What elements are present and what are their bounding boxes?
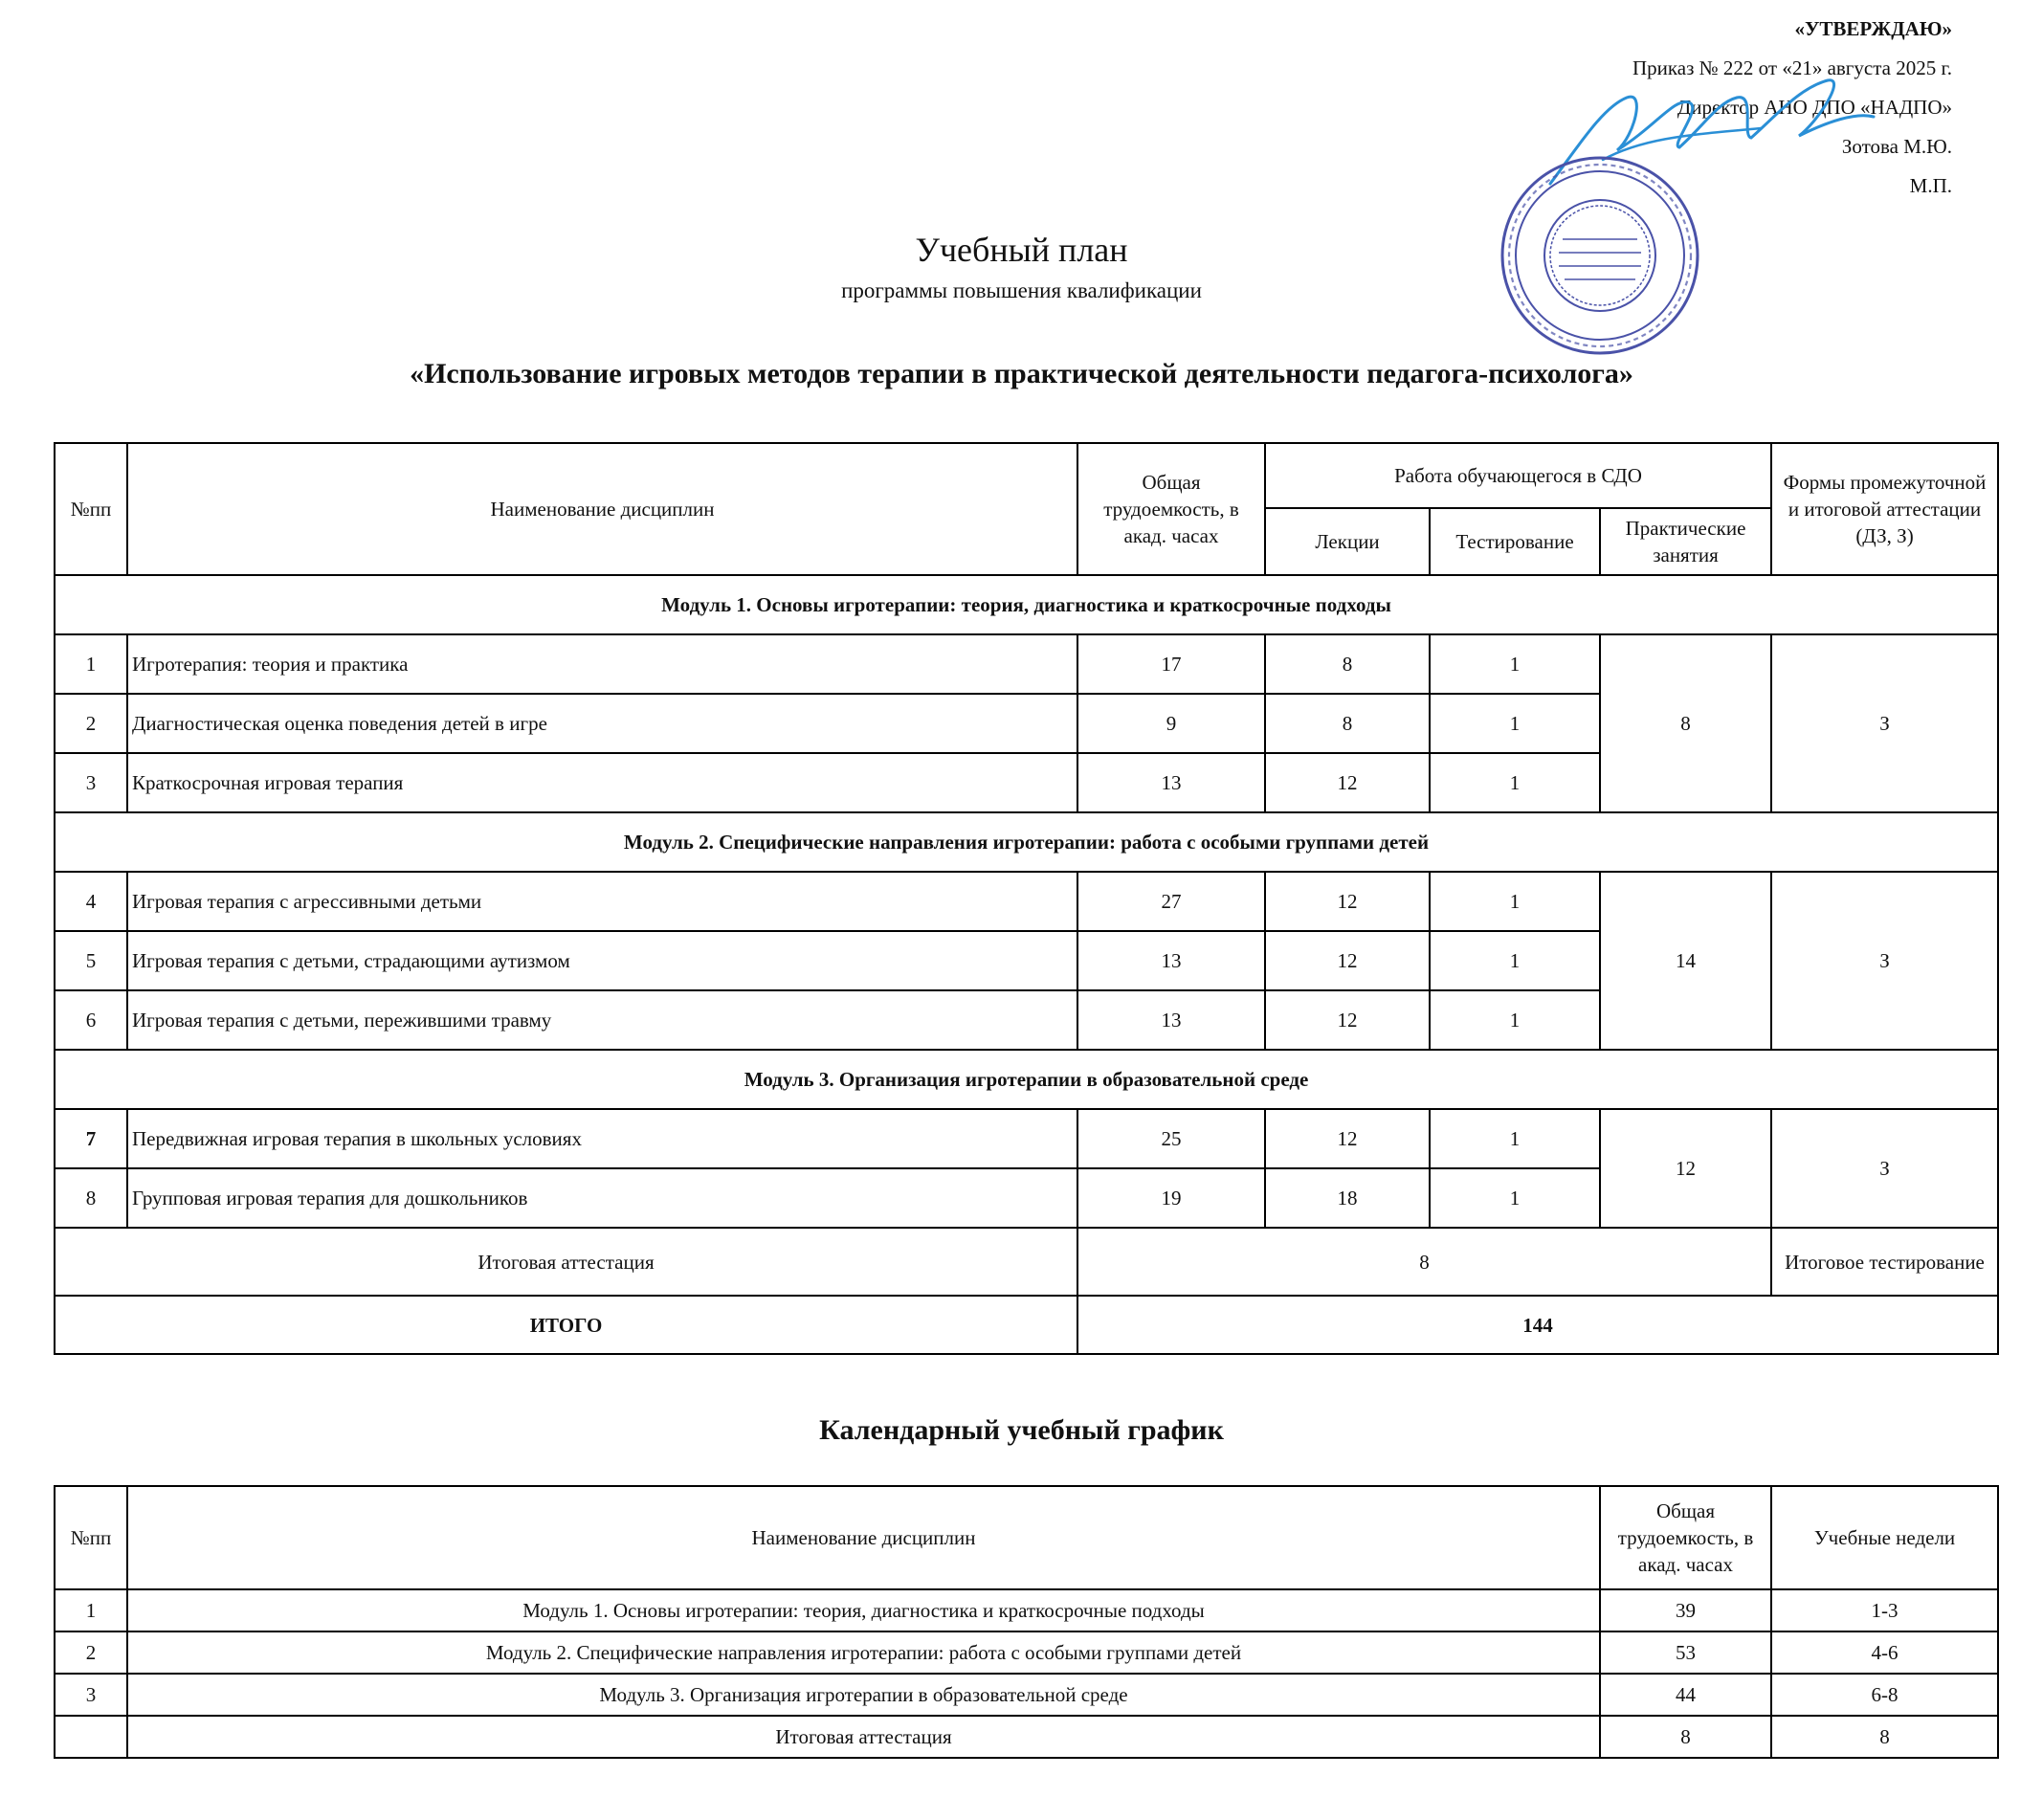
approval-name: Зотова М.Ю. <box>1841 135 1952 158</box>
schedule-header-name: Наименование дисциплин <box>127 1486 1600 1589</box>
row-testing: 1 <box>1430 1168 1600 1228</box>
row-lectures: 12 <box>1265 872 1430 931</box>
schedule-total: 39 <box>1600 1589 1771 1631</box>
table-row <box>55 1109 1998 1168</box>
table-row <box>55 1674 1998 1716</box>
row-total: 13 <box>1077 990 1265 1050</box>
row-name: Игровая терапия с агрессивными детьми <box>127 872 1077 931</box>
schedule-name: Модуль 1. Основы игротерапии: теория, диагностика и краткосрочные подходы <box>127 1589 1600 1631</box>
header-practice: Практические занятия <box>1600 508 1771 575</box>
row-lectures: 12 <box>1265 990 1430 1050</box>
approval-order: Приказ № 222 от «21» августа 2025 г. <box>1632 56 1952 79</box>
schedule-header-total: Общая трудоемкость, в акад. часах <box>1600 1486 1771 1589</box>
total-hours: 144 <box>1077 1296 1998 1354</box>
approval-heading: «УТВЕРЖДАЮ» <box>1794 17 1952 40</box>
row-total: 27 <box>1077 872 1265 931</box>
schedule-total: 53 <box>1600 1631 1771 1674</box>
approval-block <box>1455 10 1952 206</box>
curriculum-table <box>54 442 1999 1355</box>
schedule-name: Модуль 2. Специфические направления игротерапии: работа с особыми группами детей <box>127 1631 1600 1674</box>
schedule-name: Модуль 3. Организация игротерапии в образовательной среде <box>127 1674 1600 1716</box>
row-lectures: 8 <box>1265 634 1430 694</box>
document-subtitle: программы повышения квалификации <box>841 278 1202 302</box>
approval-seal-mark: М.П. <box>1909 174 1952 197</box>
schedule-num: 3 <box>55 1674 127 1716</box>
row-testing: 1 <box>1430 990 1600 1050</box>
row-lectures: 12 <box>1265 1109 1430 1168</box>
row-name: Групповая игровая терапия для дошкольников <box>127 1168 1077 1228</box>
table-row <box>55 1631 1998 1674</box>
schedule-header-num: №пп <box>55 1486 127 1589</box>
module-title: Модуль 1. Основы игротерапии: теория, диагностика и краткосрочные подходы <box>55 575 1998 634</box>
row-num: 7 <box>55 1109 127 1168</box>
approval-director: Директор АНО ДПО «НАДПО» <box>1677 96 1952 119</box>
row-name: Диагностическая оценка поведения детей в игре <box>127 694 1077 753</box>
header-total: Общая трудоемкость, в акад. часах <box>1077 443 1265 575</box>
row-total: 25 <box>1077 1109 1265 1168</box>
module-practice: 12 <box>1600 1109 1771 1228</box>
header-testing: Тестирование <box>1430 508 1600 575</box>
table-row <box>55 634 1998 694</box>
module-title: Модуль 2. Специфические направления игротерапии: работа с особыми группами детей <box>55 812 1998 872</box>
header-num: №пп <box>55 443 127 575</box>
module-form: З <box>1771 1109 1998 1228</box>
module-practice: 8 <box>1600 634 1771 812</box>
row-num: 2 <box>55 694 127 753</box>
row-name: Игротерапия: теория и практика <box>127 634 1077 694</box>
row-total: 13 <box>1077 753 1265 812</box>
schedule-weeks: 1-3 <box>1771 1589 1998 1631</box>
row-lectures: 8 <box>1265 694 1430 753</box>
row-num: 8 <box>55 1168 127 1228</box>
final-attestation-form: Итоговое тестирование <box>1771 1228 1998 1296</box>
table-row <box>55 1589 1998 1631</box>
row-num: 5 <box>55 931 127 990</box>
row-num: 3 <box>55 753 127 812</box>
module-form: З <box>1771 872 1998 1050</box>
module-title: Модуль 3. Организация игротерапии в образовательной среде <box>55 1050 1998 1109</box>
schedule-num: 1 <box>55 1589 127 1631</box>
schedule-weeks: 4-6 <box>1771 1631 1998 1674</box>
row-num: 1 <box>55 634 127 694</box>
schedule-total: 44 <box>1600 1674 1771 1716</box>
row-testing: 1 <box>1430 872 1600 931</box>
schedule-weeks: 6-8 <box>1771 1674 1998 1716</box>
header-forms: Формы промежуточной и итоговой аттестации (ДЗ, З) <box>1771 443 1998 575</box>
final-attestation-label: Итоговая аттестация <box>55 1228 1077 1296</box>
row-testing: 1 <box>1430 694 1600 753</box>
row-total: 17 <box>1077 634 1265 694</box>
schedule-table <box>54 1485 1999 1759</box>
schedule-title: Календарный учебный график <box>819 1414 1224 1446</box>
row-lectures: 18 <box>1265 1168 1430 1228</box>
schedule-name: Итоговая аттестация <box>127 1716 1600 1758</box>
row-total: 13 <box>1077 931 1265 990</box>
row-lectures: 12 <box>1265 931 1430 990</box>
row-testing: 1 <box>1430 1109 1600 1168</box>
final-attestation-hours: 8 <box>1077 1228 1771 1296</box>
module-practice: 14 <box>1600 872 1771 1050</box>
header-lectures: Лекции <box>1265 508 1430 575</box>
table-row <box>55 872 1998 931</box>
module-form: З <box>1771 634 1998 812</box>
title-block <box>0 228 2043 306</box>
row-name: Игровая терапия с детьми, пережившими травму <box>127 990 1077 1050</box>
row-testing: 1 <box>1430 753 1600 812</box>
row-total: 19 <box>1077 1168 1265 1228</box>
schedule-header-weeks: Учебные недели <box>1771 1486 1998 1589</box>
row-name: Краткосрочная игровая терапия <box>127 753 1077 812</box>
schedule-num <box>55 1716 127 1758</box>
schedule-num: 2 <box>55 1631 127 1674</box>
header-work: Работа обучающегося в СДО <box>1265 443 1771 508</box>
row-testing: 1 <box>1430 634 1600 694</box>
program-title: «Использование игровых методов терапии в практической деятельности педагога-психолога» <box>410 358 1633 389</box>
schedule-weeks: 8 <box>1771 1716 1998 1758</box>
row-lectures: 12 <box>1265 753 1430 812</box>
table-row <box>55 1716 1998 1758</box>
row-name: Игровая терапия с детьми, страдающими аутизмом <box>127 931 1077 990</box>
row-num: 6 <box>55 990 127 1050</box>
row-num: 4 <box>55 872 127 931</box>
schedule-total: 8 <box>1600 1716 1771 1758</box>
header-name: Наименование дисциплин <box>127 443 1077 575</box>
total-label: ИТОГО <box>55 1296 1077 1354</box>
row-testing: 1 <box>1430 931 1600 990</box>
row-total: 9 <box>1077 694 1265 753</box>
document-title: Учебный план <box>915 231 1128 269</box>
row-name: Передвижная игровая терапия в школьных условиях <box>127 1109 1077 1168</box>
